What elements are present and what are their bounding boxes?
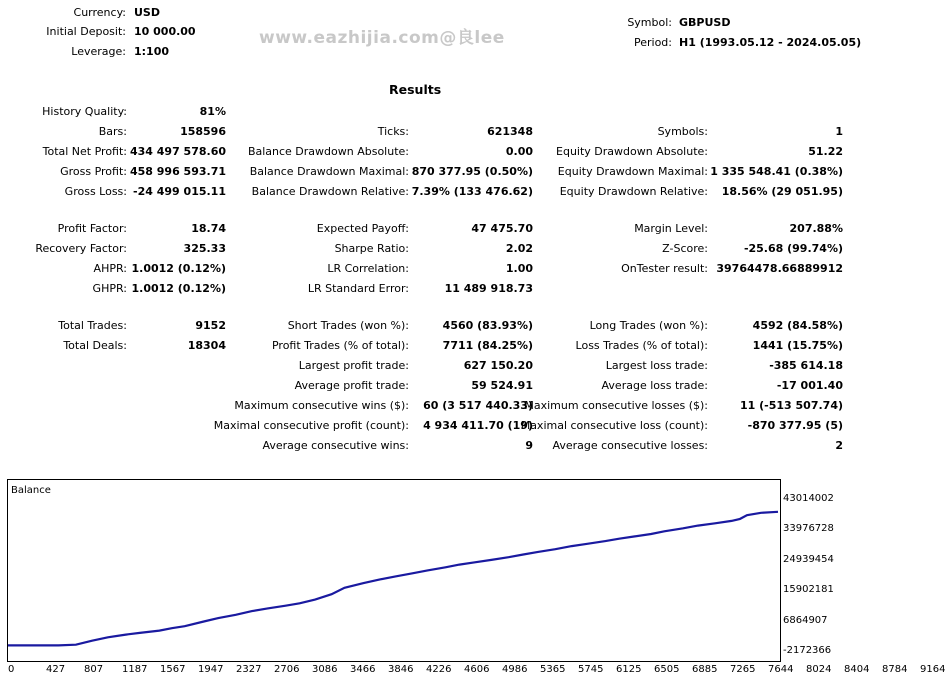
stat-label: Profit Trades (% of total): <box>271 339 409 352</box>
x-tick-label: 427 <box>46 664 66 675</box>
stat-value: -385 614.18 <box>769 359 843 372</box>
stat-value: 4592 (84.58%) <box>752 319 843 332</box>
stat-value: 9 <box>525 439 533 452</box>
stat-value: 60 (3 517 440.33) <box>423 399 533 412</box>
stat-label: Equity Drawdown Relative: <box>559 185 708 198</box>
stat-label: Average consecutive losses: <box>552 439 708 452</box>
stat-value: 158596 <box>180 125 226 138</box>
initial-deposit-value: 10 000.00 <box>134 25 196 38</box>
stat-label: Gross Profit: <box>60 165 127 178</box>
stat-label: Average loss trade: <box>601 379 708 392</box>
y-tick-label: 43014002 <box>783 493 834 504</box>
stat-value: 18304 <box>187 339 226 352</box>
stat-value: 2 <box>835 439 843 452</box>
stat-value: 458 996 593.71 <box>129 165 226 178</box>
stat-label: History Quality: <box>42 105 127 118</box>
stat-value: 1 <box>835 125 843 138</box>
stat-label: Largest profit trade: <box>298 359 409 372</box>
stat-label: GHPR: <box>92 282 127 295</box>
stat-label: Short Trades (won %): <box>287 319 409 332</box>
chart-title: Balance <box>11 485 51 496</box>
stat-label: Total Trades: <box>58 319 127 332</box>
stat-value: 434 497 578.60 <box>129 145 226 158</box>
symbol-label: Symbol: <box>627 16 672 29</box>
x-tick-label: 0 <box>8 664 15 675</box>
x-tick-label: 4986 <box>502 664 528 675</box>
stat-label: AHPR: <box>93 262 127 275</box>
stat-label: Maximal consecutive loss (count): <box>520 419 708 432</box>
x-tick-label: 5365 <box>540 664 566 675</box>
y-tick-label: -2172366 <box>783 645 832 656</box>
stat-label: Ticks: <box>377 125 409 138</box>
x-tick-label: 8784 <box>882 664 908 675</box>
stat-label: Sharpe Ratio: <box>334 242 409 255</box>
balance-chart <box>7 479 781 662</box>
stat-label: LR Standard Error: <box>307 282 409 295</box>
y-tick-label: 6864907 <box>783 614 828 626</box>
stat-label: Total Net Profit: <box>42 145 127 158</box>
stat-value: 11 (-513 507.74) <box>740 399 843 412</box>
stat-value: 325.33 <box>183 242 226 255</box>
x-tick-label: 1947 <box>198 664 224 675</box>
stat-value: 870 377.95 (0.50%) <box>411 165 533 178</box>
x-tick-label: 1187 <box>122 664 148 675</box>
stat-label: Bars: <box>98 125 127 138</box>
stat-value: 4 934 411.70 (19) <box>423 419 533 432</box>
stat-value: 1.00 <box>505 262 533 275</box>
y-tick-label: 15902181 <box>783 584 834 596</box>
stat-value: 621348 <box>487 125 533 138</box>
stat-value: -17 001.40 <box>776 379 843 392</box>
stat-value: 1441 (15.75%) <box>752 339 843 352</box>
x-tick-label: 8404 <box>844 664 870 675</box>
leverage-label: Leverage: <box>71 45 126 58</box>
stat-label: Profit Factor: <box>57 222 127 235</box>
currency-value: USD <box>134 6 160 19</box>
stat-value: 627 150.20 <box>463 359 533 372</box>
stat-value: 7.39% (133 476.62) <box>411 185 533 198</box>
x-tick-label: 6125 <box>616 664 642 675</box>
stat-label: Balance Drawdown Absolute: <box>247 145 409 158</box>
stat-value: 51.22 <box>808 145 843 158</box>
x-tick-label: 2706 <box>274 664 300 675</box>
stat-value: 0.00 <box>505 145 533 158</box>
x-tick-label: 2327 <box>236 664 262 675</box>
x-tick-label: 7644 <box>768 664 794 675</box>
stat-value: -25.68 (99.74%) <box>743 242 843 255</box>
x-tick-label: 5745 <box>578 664 604 675</box>
stat-label: Average profit trade: <box>294 379 409 392</box>
stat-label: Symbols: <box>657 125 708 138</box>
stat-value: 1 335 548.41 (0.38%) <box>710 165 843 178</box>
x-tick-label: 3466 <box>350 664 376 675</box>
stat-label: Total Deals: <box>63 339 127 352</box>
x-tick-label: 1567 <box>160 664 186 675</box>
x-tick-label: 3086 <box>312 664 338 675</box>
x-tick-label: 6505 <box>654 664 680 675</box>
stat-value: 59 524.91 <box>471 379 533 392</box>
stat-label: Margin Level: <box>634 222 708 235</box>
x-tick-label: 4606 <box>464 664 490 675</box>
stat-value: 39764478.66889912 <box>716 262 843 275</box>
y-tick-label: 33976728 <box>783 523 834 535</box>
stat-value: 11 489 918.73 <box>444 282 533 295</box>
leverage-value: 1:100 <box>134 45 170 58</box>
x-tick-label: 6885 <box>692 664 718 675</box>
results-heading: Results <box>389 82 442 97</box>
stat-label: Average consecutive wins: <box>262 439 409 452</box>
symbol-value: GBPUSD <box>679 16 731 29</box>
x-tick-label: 8024 <box>806 664 832 675</box>
x-tick-label: 9164 <box>920 664 945 675</box>
x-tick-label: 4226 <box>426 664 452 675</box>
x-tick-label: 3846 <box>388 664 414 675</box>
period-value: H1 (1993.05.12 - 2024.05.05) <box>679 36 862 49</box>
stat-label: Recovery Factor: <box>35 242 127 255</box>
stat-label: Maximum consecutive losses ($): <box>524 399 708 412</box>
balance-chart-plot <box>8 480 780 661</box>
stat-label: Equity Drawdown Maximal: <box>557 165 708 178</box>
x-tick-label: 807 <box>84 664 104 675</box>
stat-value: 18.74 <box>191 222 226 235</box>
stat-label: Expected Payoff: <box>316 222 409 235</box>
stat-label: Maximal consecutive profit (count): <box>213 419 409 432</box>
stat-value: -24 499 015.11 <box>133 185 226 198</box>
stat-value: 2.02 <box>505 242 533 255</box>
stat-value: 7711 (84.25%) <box>442 339 533 352</box>
watermark-text: www.eazhijia.com@良lee <box>259 28 505 48</box>
period-label: Period: <box>633 36 672 49</box>
stat-value: 207.88% <box>789 222 843 235</box>
y-tick-label: 24939454 <box>783 553 834 565</box>
currency-label: Currency: <box>73 6 126 19</box>
stat-value: 1.0012 (0.12%) <box>131 262 226 275</box>
stat-value: 47 475.70 <box>471 222 533 235</box>
stat-label: Balance Drawdown Maximal: <box>249 165 409 178</box>
stat-label: Z-Score: <box>662 242 708 255</box>
stat-value: 18.56% (29 051.95) <box>721 185 843 198</box>
stat-label: Long Trades (won %): <box>589 319 708 332</box>
initial-deposit-label: Initial Deposit: <box>46 25 126 38</box>
stat-label: Maximum consecutive wins ($): <box>234 399 409 412</box>
stat-label: LR Correlation: <box>327 262 409 275</box>
stat-value: 4560 (83.93%) <box>442 319 533 332</box>
stat-label: OnTester result: <box>621 262 708 275</box>
stat-value: 9152 <box>195 319 226 332</box>
x-tick-label: 7265 <box>730 664 756 675</box>
stat-label: Loss Trades (% of total): <box>575 339 708 352</box>
stat-value: 81% <box>199 105 226 118</box>
stat-label: Largest loss trade: <box>605 359 708 372</box>
stat-value: -870 377.95 (5) <box>747 419 843 432</box>
stat-value: 1.0012 (0.12%) <box>131 282 226 295</box>
balance-line <box>8 512 778 646</box>
stat-label: Balance Drawdown Relative: <box>251 185 409 198</box>
stat-label: Equity Drawdown Absolute: <box>556 145 708 158</box>
stat-label: Gross Loss: <box>64 185 127 198</box>
